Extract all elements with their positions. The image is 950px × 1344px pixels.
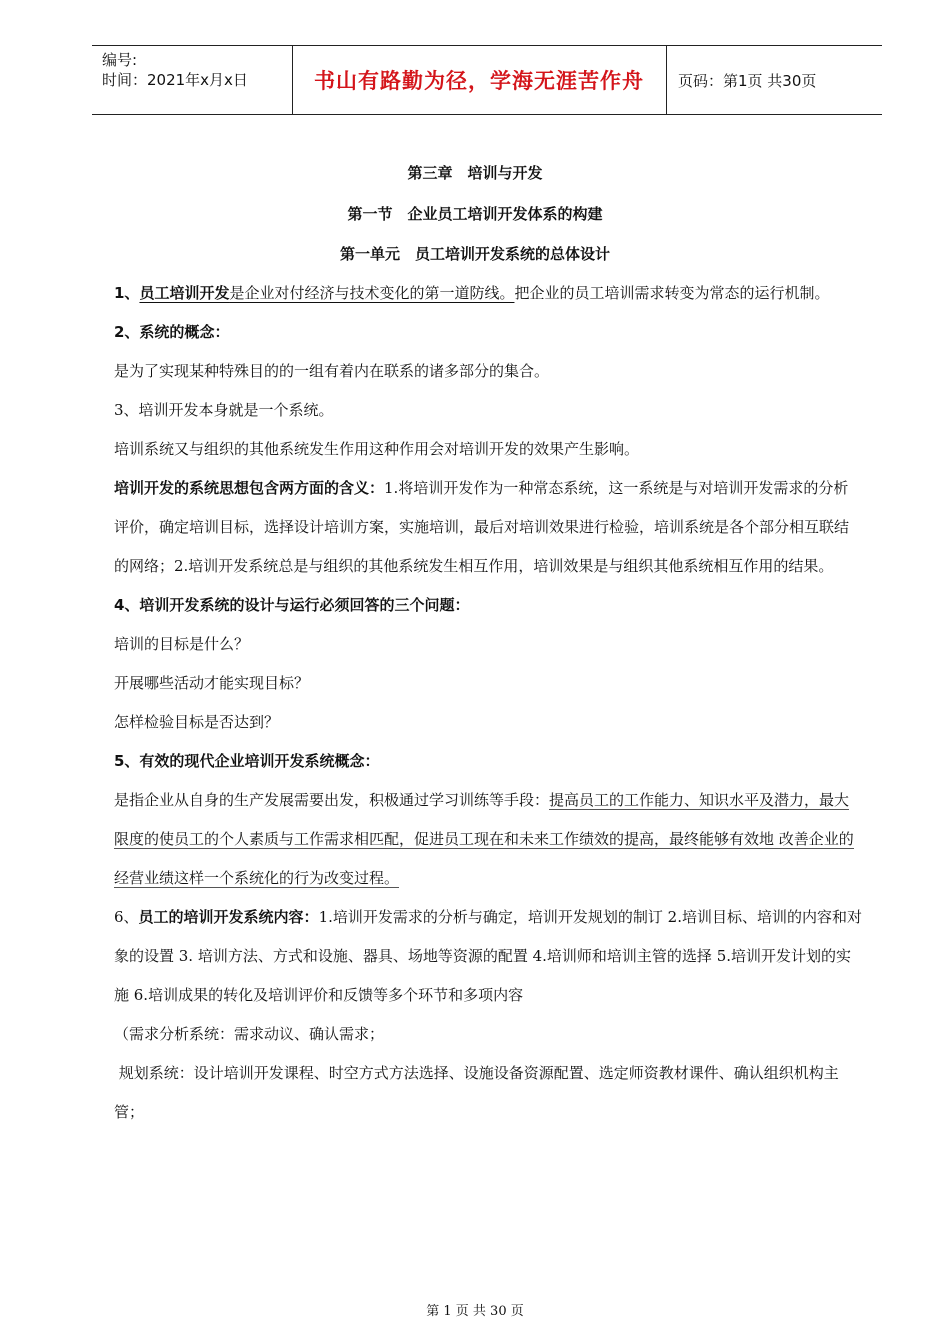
unit-title: 第一单元 员工培训开发系统的总体设计 — [339, 245, 610, 263]
header-divider — [666, 46, 667, 114]
document-body — [114, 274, 862, 1132]
document-number-label: 编号: — [102, 51, 138, 69]
paragraph-system-content — [114, 898, 862, 1015]
term-system-thought: 培训开发的系统思想包含两方面的含义： — [114, 479, 385, 497]
paragraph-text: 是指企业从自身的生产发展需要出发，积极通过学习训练等手段： — [114, 791, 550, 809]
paragraph-text: 培训系统又与组织的其他系统发生作用这种作用会对培训开发的效果产生影响。 — [114, 440, 640, 458]
document-time-label: 时间：2021年x月x日 — [102, 71, 248, 89]
paragraph-1 — [114, 274, 862, 313]
highlighted-text: 提高员工的工作能力、知识水平及潜力，最大限度的使员工的个人素质与工作需求相匹配，促进员工现在和未来工作绩效的提高，最终能够有效地 改善企业的经营业绩这样一个系统化的行为改变过程。 — [114, 791, 854, 887]
question-item: 开展哪些活动才能实现目标？ — [114, 674, 310, 692]
section-title: 第一节 企业员工培训开发体系的构建 — [347, 205, 603, 223]
question-item: 怎样检验目标是否达到？ — [114, 713, 280, 731]
header-motto: 书山有路勤为径，学海无涯苦作舟 — [314, 69, 644, 93]
paragraph-system-thought — [114, 469, 862, 586]
heading-three-questions: 4、培训开发系统的设计与运行必须回答的三个问题： — [114, 596, 470, 614]
heading-system-concept: 2、系统的概念： — [114, 323, 230, 341]
paragraph-number: 6、 — [114, 908, 139, 926]
term-system-content: 员工的培训开发系统内容： — [138, 908, 319, 926]
page-footer: 第 1 页 共 30 页 — [426, 1304, 524, 1319]
paragraph-text: 是为了实现某种特殊目的的一组有着内在联系的诸多部分的集合。 — [114, 362, 550, 380]
paragraph-text: 规划系统：设计培训开发课程、时空方式方法选择、设施设备资源配置、选定师资教材课件、确认组织机构主管； — [114, 1064, 839, 1121]
paragraph-text: 1.培训开发需求的分析与确定，培训开发规划的制订 2.培训目标、培训的内容和对象的设置 3. 培训方法、方式和设施、器具、场地等资源的配置 4.培训师和培训主管的选择 5.培训开发计划的实施 6.培训成果的转化及培训评价和反馈等多个环节和多项内容 — [114, 908, 862, 1004]
heading-training-system: 3、培训开发本身就是一个系统。 — [114, 401, 334, 419]
paragraph-modern-system — [114, 781, 862, 898]
question-item: 培训的目标是什么？ — [114, 635, 250, 653]
paragraph-number: 1、 — [114, 284, 140, 302]
paragraph-text: 1.将培训开发作为一种常态系统，这一系统是与对培训开发需求的分析评价，确定培训目标，选择设计培训方案，实施培训，最后对培训效果进行检验，培训系统是各个部分相互联结的网络；2.培训开发系统总是与组织的其他系统发生相互作用，培训效果是与组织其他系统相互作用的结果。 — [114, 479, 850, 575]
header-meta — [102, 50, 292, 90]
term-employee-training: 员工培训开发 — [139, 284, 230, 302]
paragraph-text: （需求分析系统：需求动议、确认需求； — [114, 1025, 385, 1043]
chapter-title: 第三章 培训与开发 — [407, 164, 543, 182]
heading-modern-system-concept: 5、有效的现代企业培训开发系统概念： — [114, 752, 380, 770]
paragraph-text: 把企业的员工培训需求转变为常态的运行机制。 — [514, 284, 830, 302]
document-header — [92, 45, 882, 115]
first-defense-line: 是企业对付经济与技术变化的第一道防线。 — [229, 284, 515, 302]
header-page-info: 页码：第1页 共30页 — [678, 71, 817, 90]
